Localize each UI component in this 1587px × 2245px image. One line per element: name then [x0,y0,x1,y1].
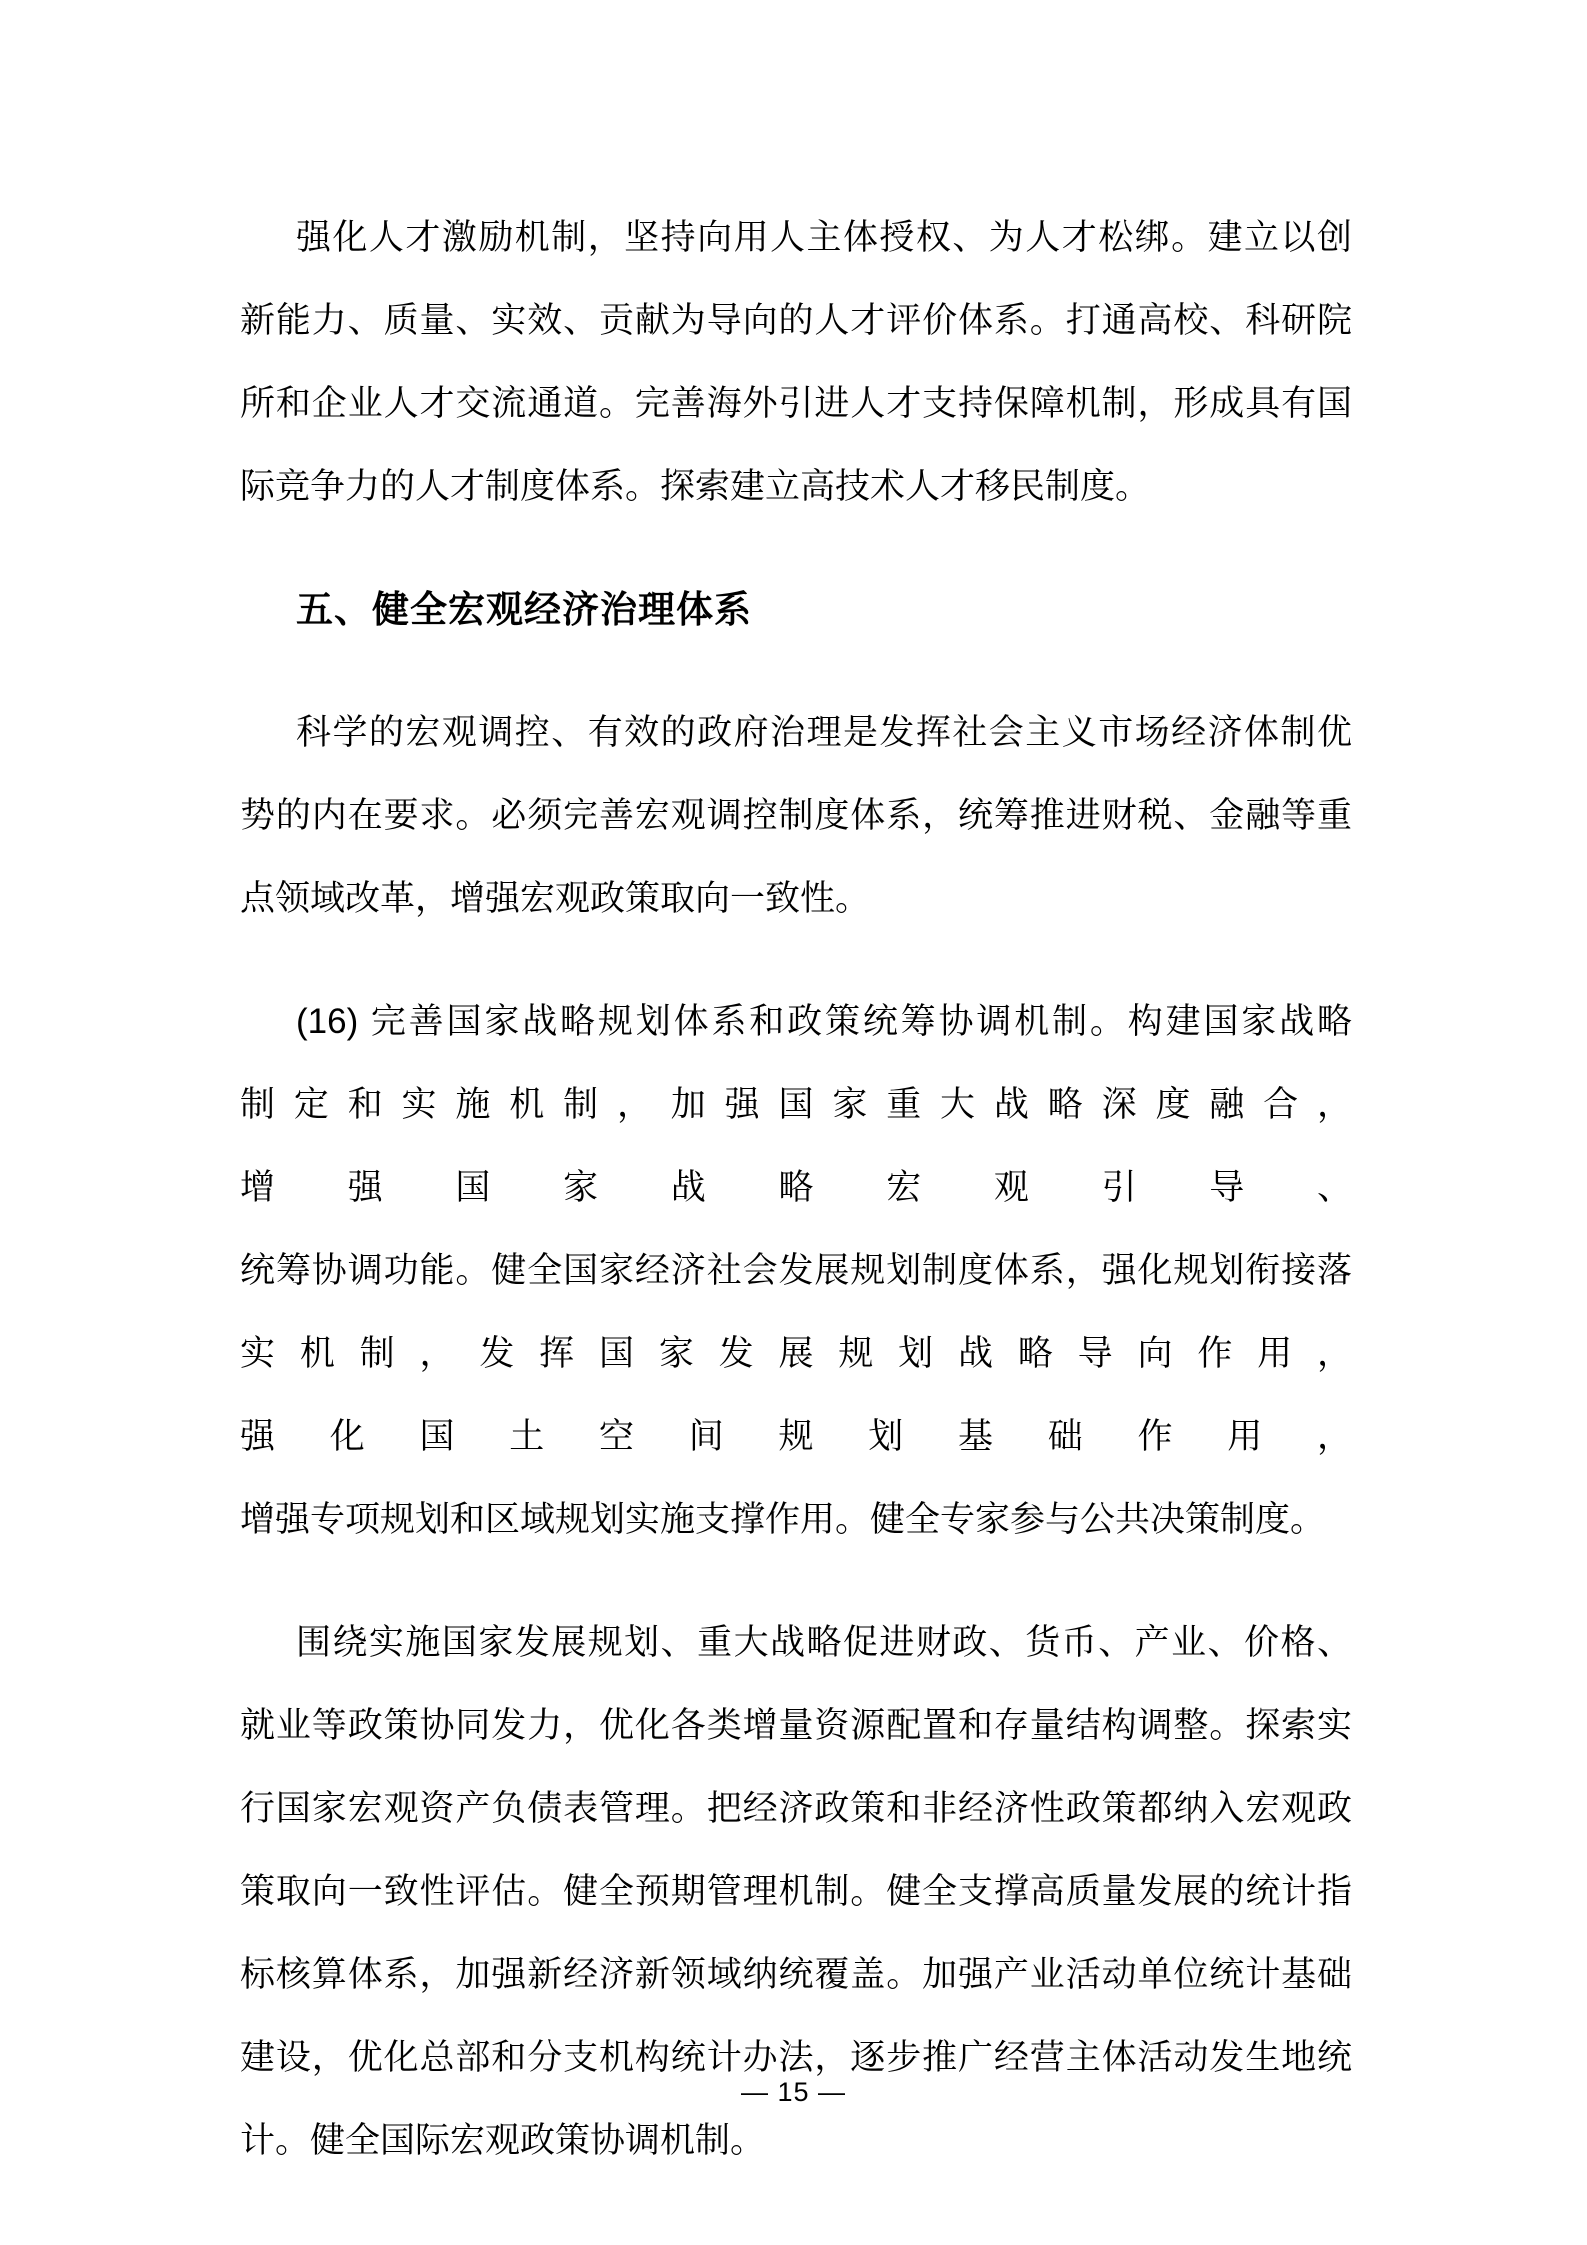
text-line: 制定和实施机制，加强国家重大战略深度融合，增强国家战略宏观引导、 [240,1085,1352,1207]
text-line: 增强专项规划和区域规划实施支撑作用。健全专家参与公共决策制度。 [240,1500,1326,1539]
section-heading [240,568,1352,651]
paragraph [240,196,1352,528]
text-line: 围绕实施国家发展规划、重大战略促进财政、货币、产业、价格、 [296,1623,1352,1662]
text-line: 强化人才激励机制，坚持向用人主体授权、为人才松绑。建立以创 [296,218,1352,257]
text-line: 标核算体系，加强新经济新领域纳统覆盖。加强产业活动单位统计基础 [240,1955,1352,1994]
text-line: 新能力、质量、实效、贡献为导向的人才评价体系。打通高校、科研院 [240,301,1352,340]
paragraph [240,691,1352,940]
heading-text: 五、健全宏观经济治理体系 [296,589,752,630]
text-line: 实机制，发挥国家发展规划战略导向作用，强化国土空间规划基础作用， [240,1334,1352,1456]
text-line: 建设，优化总部和分支机构统计办法，逐步推广经营主体活动发生地统 [240,2038,1352,2077]
text-line: 行国家宏观资产负债表管理。把经济政策和非经济性政策都纳入宏观政 [240,1789,1352,1828]
text-line: 就业等政策协同发力，优化各类增量资源配置和存量结构调整。探索实 [240,1706,1352,1745]
text-line: 统筹协调功能。健全国家经济社会发展规划制度体系，强化规划衔接落 [240,1251,1352,1290]
text-line: 计。健全国际宏观政策协调机制。 [240,2121,766,2160]
text-line: 科学的宏观调控、有效的政府治理是发挥社会主义市场经济体制优 [296,713,1352,752]
text-line: (16) 完善国家战略规划体系和政策统筹协调机制。构建国家战略 [296,1002,1352,1041]
document-body [240,196,1352,2222]
text-line: 策取向一致性评估。健全预期管理机制。健全支撑高质量发展的统计指 [240,1872,1352,1911]
text-line: 点领域改革，增强宏观政策取向一致性。 [240,879,871,918]
text-line: 势的内在要求。必须完善宏观调控制度体系，统筹推进财税、金融等重 [240,796,1352,835]
text-line: 际竞争力的人才制度体系。探索建立高技术人才移民制度。 [240,467,1151,506]
text-line: 所和企业人才交流通道。完善海外引进人才支持保障机制，形成具有国 [240,384,1352,423]
page-number: — 15 — [740,2077,847,2107]
paragraph [240,980,1352,1561]
